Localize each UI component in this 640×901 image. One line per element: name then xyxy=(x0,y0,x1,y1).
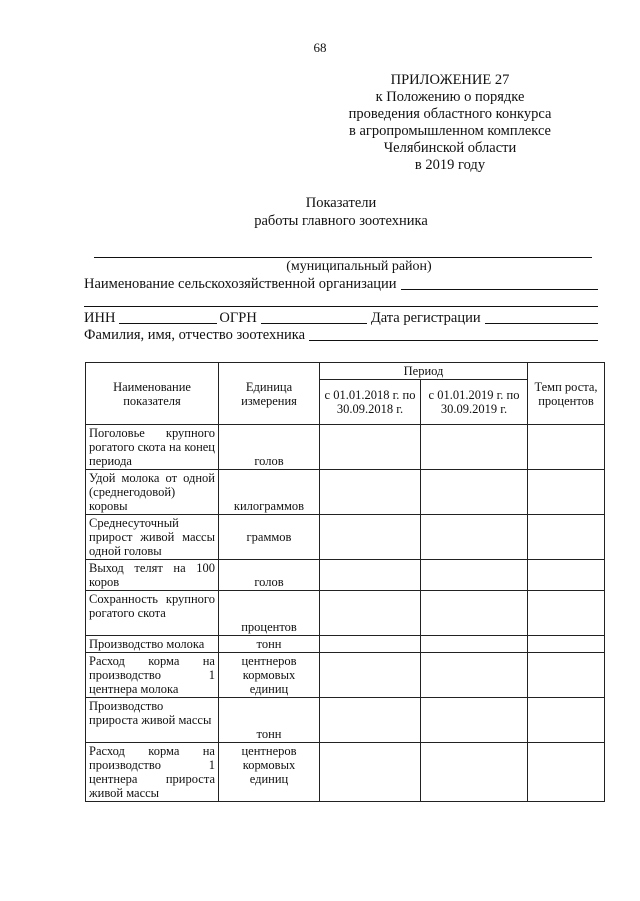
appendix-line: в 2019 году xyxy=(414,157,486,173)
value-2018-cell[interactable] xyxy=(320,636,421,653)
value-2019-cell[interactable] xyxy=(421,636,528,653)
growth-rate-cell[interactable] xyxy=(528,470,605,515)
value-2018-cell[interactable] xyxy=(320,425,421,470)
appendix-header xyxy=(300,72,600,174)
appendix-line: к Положению о порядке xyxy=(375,89,525,105)
org-name-continuation-line[interactable] xyxy=(84,306,598,307)
header-period-2019: с 01.01.2019 г. по 30.09.2019 г. xyxy=(421,380,528,425)
indicator-unit: килограммов xyxy=(219,470,320,515)
table-row xyxy=(86,636,605,653)
growth-rate-cell[interactable] xyxy=(528,591,605,636)
appendix-line: Челябинской области xyxy=(383,140,517,156)
table-row xyxy=(86,515,605,560)
title-line-2: работы главного зоотехника xyxy=(254,213,428,229)
header-indicator-name: Наименование показателя xyxy=(86,363,219,425)
header-period-2018: с 01.01.2018 г. по 30.09.2018 г. xyxy=(320,380,421,425)
registration-row xyxy=(84,310,598,327)
page-number: 68 xyxy=(313,40,327,55)
indicator-unit: тонн xyxy=(219,698,320,743)
header-growth-rate: Темп роста, процентов xyxy=(528,363,605,425)
indicator-unit: центнеров кормовых единиц xyxy=(219,743,320,802)
growth-rate-cell[interactable] xyxy=(528,425,605,470)
value-2019-cell[interactable] xyxy=(421,591,528,636)
document-title xyxy=(0,194,640,230)
indicator-name: Производство молока xyxy=(86,636,219,653)
value-2019-cell[interactable] xyxy=(421,425,528,470)
inn-label: ИНН xyxy=(84,310,116,326)
indicator-unit: граммов xyxy=(219,515,320,560)
table-row xyxy=(86,743,605,802)
growth-rate-cell[interactable] xyxy=(528,653,605,698)
table-row xyxy=(86,470,605,515)
value-2019-cell[interactable] xyxy=(421,515,528,560)
inn-field[interactable] xyxy=(119,323,217,324)
indicator-name: Удой молока от одной (среднегодовой) коровы xyxy=(86,470,219,515)
table-row xyxy=(86,698,605,743)
title-line-1: Показатели xyxy=(305,195,377,211)
indicator-unit: голов xyxy=(219,560,320,591)
growth-rate-cell[interactable] xyxy=(528,636,605,653)
reg-date-field[interactable] xyxy=(485,323,598,324)
fio-label: Фамилия, имя, отчество зоотехника xyxy=(84,327,306,343)
indicators-table xyxy=(85,362,605,802)
table-row xyxy=(86,560,605,591)
growth-rate-cell[interactable] xyxy=(528,560,605,591)
district-caption: (муниципальный район) xyxy=(286,259,432,274)
fio-row xyxy=(84,327,598,344)
indicator-unit: тонн xyxy=(219,636,320,653)
appendix-line: проведения областного конкурса xyxy=(348,106,552,122)
appendix-line: в агропромышленном комплексе xyxy=(348,123,551,139)
value-2019-cell[interactable] xyxy=(421,470,528,515)
value-2018-cell[interactable] xyxy=(320,653,421,698)
value-2019-cell[interactable] xyxy=(421,698,528,743)
indicator-name: Среднесуточный прирост живой массы одной головы xyxy=(86,515,219,560)
table-row xyxy=(86,425,605,470)
growth-rate-cell[interactable] xyxy=(528,698,605,743)
value-2019-cell[interactable] xyxy=(421,653,528,698)
value-2018-cell[interactable] xyxy=(320,743,421,802)
indicator-name: Поголовье крупного рогатого скота на конец периода xyxy=(86,425,219,470)
indicator-unit: голов xyxy=(219,425,320,470)
indicator-name: Выход телят на 100 коров xyxy=(86,560,219,591)
appendix-line: ПРИЛОЖЕНИЕ 27 xyxy=(390,72,510,88)
value-2019-cell[interactable] xyxy=(421,560,528,591)
indicator-name: Сохранность крупного рогатого скота xyxy=(86,591,219,636)
indicator-name: Производство прироста живой массы xyxy=(86,698,219,743)
ogrn-label: ОГРН xyxy=(219,310,257,326)
district-blank-line[interactable] xyxy=(94,257,592,258)
org-name-row xyxy=(84,276,598,293)
value-2018-cell[interactable] xyxy=(320,591,421,636)
fio-field[interactable] xyxy=(309,340,598,341)
header-period: Период xyxy=(320,363,528,380)
table-row xyxy=(86,653,605,698)
indicator-name: Расход корма на производство 1 центнера прироста живой массы xyxy=(86,743,219,802)
org-name-label: Наименование сельскохозяйственной организации xyxy=(84,276,397,292)
value-2018-cell[interactable] xyxy=(320,515,421,560)
indicator-name: Расход корма на производство 1 центнера молока xyxy=(86,653,219,698)
reg-date-label: Дата регистрации xyxy=(370,310,481,326)
growth-rate-cell[interactable] xyxy=(528,515,605,560)
table-row xyxy=(86,591,605,636)
indicator-unit: процентов xyxy=(219,591,320,636)
value-2018-cell[interactable] xyxy=(320,470,421,515)
value-2019-cell[interactable] xyxy=(421,743,528,802)
org-name-field[interactable] xyxy=(401,289,598,290)
value-2018-cell[interactable] xyxy=(320,698,421,743)
growth-rate-cell[interactable] xyxy=(528,743,605,802)
indicator-unit: центнеров кормовых единиц xyxy=(219,653,320,698)
ogrn-field[interactable] xyxy=(261,323,367,324)
header-unit: Единица измерения xyxy=(219,363,320,425)
value-2018-cell[interactable] xyxy=(320,560,421,591)
